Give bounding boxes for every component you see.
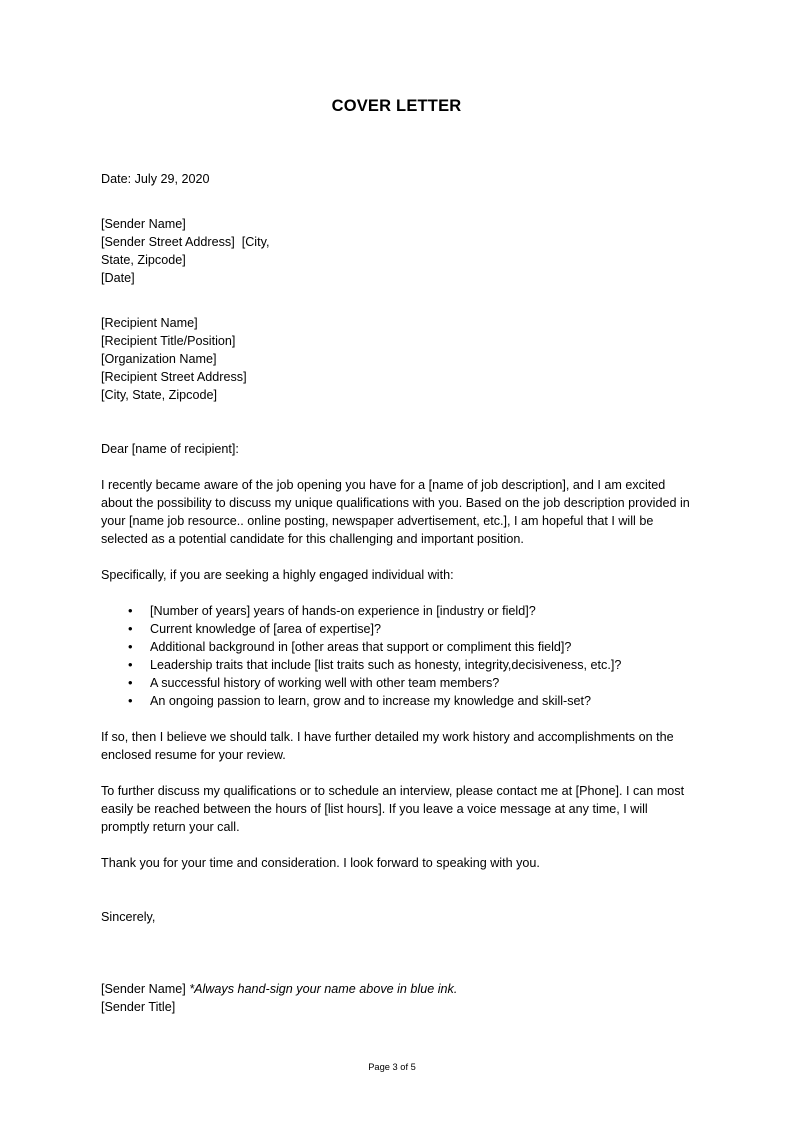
signature-title: [Sender Title] bbox=[101, 1000, 176, 1014]
list-item bbox=[101, 602, 691, 620]
sender-line: [Sender Street Address] [City, bbox=[101, 235, 270, 249]
recipient-line: [Recipient Name] bbox=[101, 316, 198, 330]
signature-name: [Sender Name] bbox=[101, 982, 190, 996]
list-item-label: A successful history of working well with other team members? bbox=[150, 676, 500, 690]
date-line-block bbox=[101, 170, 691, 188]
bullet-icon: • bbox=[128, 621, 133, 636]
page-title: COVER LETTER bbox=[331, 97, 462, 115]
qualifications-list bbox=[101, 602, 691, 710]
closing-salutation: Sincerely, bbox=[101, 910, 156, 924]
bullet-icon: • bbox=[128, 675, 133, 690]
sender-line: [Sender Name] bbox=[101, 217, 186, 231]
salutation: Dear [name of recipient]: bbox=[101, 442, 239, 456]
list-item bbox=[101, 674, 691, 692]
list-item bbox=[101, 692, 691, 710]
recipient-line: [Recipient Title/Position] bbox=[101, 334, 236, 348]
spacer bbox=[101, 404, 691, 440]
recipient-line: [Recipient Street Address] bbox=[101, 370, 247, 384]
list-item-label: [Number of years] years of hands-on experience in [industry or field]? bbox=[150, 604, 536, 618]
spacer bbox=[101, 458, 691, 476]
recipient-line: [City, State, Zipcode] bbox=[101, 388, 217, 402]
paragraph-thanks: Thank you for your time and consideration. I look forward to speaking with you. bbox=[101, 856, 540, 870]
bullet-icon: • bbox=[128, 657, 133, 672]
list-item bbox=[101, 656, 691, 674]
bullets-intro: Specifically, if you are seeking a highly engaged individual with: bbox=[101, 568, 454, 582]
spacer bbox=[101, 872, 691, 908]
spacer bbox=[101, 926, 691, 980]
paragraph-if-so: If so, then I believe we should talk. I have further detailed my work history and accomplishments on the enclosed resume for your review. bbox=[101, 730, 674, 762]
signature-note: *Always hand-sign your name above in blue ink. bbox=[189, 982, 458, 996]
spacer bbox=[101, 548, 691, 566]
bullet-icon: • bbox=[128, 603, 133, 618]
paragraph-contact: To further discuss my qualifications or to schedule an interview, please contact me at [Phone]. I can most easily be reached between the hours of [list hours]. If you leave a voice message at any time, I will promptly return your call. bbox=[101, 784, 685, 834]
spacer bbox=[101, 584, 691, 602]
bullet-icon: • bbox=[128, 693, 133, 708]
list-item-label: An ongoing passion to learn, grow and to increase my knowledge and skill-set? bbox=[150, 694, 592, 708]
spacer bbox=[101, 836, 691, 854]
sender-line: State, Zipcode] bbox=[101, 253, 186, 267]
paragraph-opening: I recently became aware of the job opening you have for a [name of job description], and I am excited about the possibility to discuss my unique qualifications with you. Based on the job description provided in your [name job resource.. online posting, newspaper advertisement, etc.], I am hopeful that I will be selected as a potential candidate for this challenging and important position. bbox=[101, 478, 690, 546]
letter-body bbox=[101, 170, 691, 1016]
spacer bbox=[101, 764, 691, 782]
list-item-label: Current knowledge of [area of expertise]? bbox=[150, 622, 382, 636]
list-item-label: Additional background in [other areas that support or compliment this field]? bbox=[150, 640, 572, 654]
date-line: Date: July 29, 2020 bbox=[101, 172, 210, 186]
recipient-line: [Organization Name] bbox=[101, 352, 217, 366]
spacer bbox=[101, 188, 691, 215]
spacer bbox=[101, 710, 691, 728]
list-item-label: Leadership traits that include [list traits such as honesty, integrity,decisiveness, etc.]? bbox=[150, 658, 622, 672]
bullet-icon: • bbox=[128, 639, 133, 654]
spacer bbox=[101, 287, 691, 314]
signature-block bbox=[101, 980, 691, 1016]
signature-name-line bbox=[101, 980, 691, 998]
sender-line: [Date] bbox=[101, 271, 135, 285]
list-item bbox=[101, 620, 691, 638]
sender-address-block bbox=[101, 215, 691, 287]
list-item bbox=[101, 638, 691, 656]
page-footer: Page 3 of 5 bbox=[368, 1062, 416, 1072]
recipient-address-block bbox=[101, 314, 691, 404]
